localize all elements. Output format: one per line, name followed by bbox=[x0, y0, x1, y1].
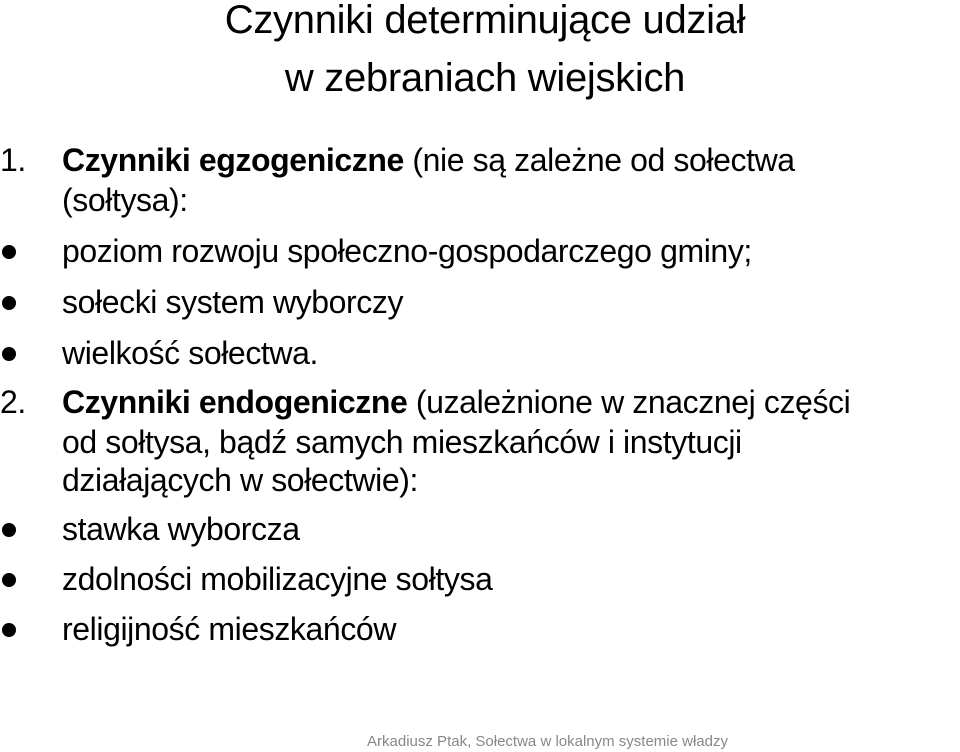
section-1-heading-rest: (nie są zależne od sołectwa bbox=[403, 142, 795, 178]
title-line-2: w zebraniach wiejskich bbox=[284, 56, 686, 100]
slide-content: 1. Czynniki egzogeniczne (nie są zależne od sołectwa (sołtysa): poziom rozwoju społeczno-gospodarczego gminy; sołecki system wyborczy wielkość sołectwa. 2. Czynniki endogeniczne (uzależnione w znacznej części od sołtysa, bądź samych mieszkańców i instytucji działających w sołectwie): stawka wyborcza zdolności mobilizacyjne sołtysa religijność mieszkańców bbox=[0, 142, 851, 647]
section-2-heading-rest: (uzależnione w znacznej części bbox=[407, 384, 851, 420]
footer-text: Arkadiusz Ptak, Sołectwa w lokalnym systemie władzy bbox=[367, 733, 728, 750]
bullet-icon bbox=[2, 623, 16, 637]
section-1-heading-bold: Czynniki egzogeniczne bbox=[62, 142, 404, 178]
title-line-1: Czynniki determinujące udział bbox=[224, 0, 746, 42]
section-2-number: 2. bbox=[0, 384, 26, 420]
bullet-icon bbox=[2, 523, 16, 537]
bullet-icon bbox=[2, 296, 16, 310]
bullet-icon bbox=[2, 245, 16, 259]
section-1-number: 1. bbox=[0, 142, 26, 178]
section-2-heading-bold: Czynniki endogeniczne bbox=[62, 384, 408, 420]
bullet-icon bbox=[2, 347, 16, 361]
bullet-icon bbox=[2, 573, 16, 587]
